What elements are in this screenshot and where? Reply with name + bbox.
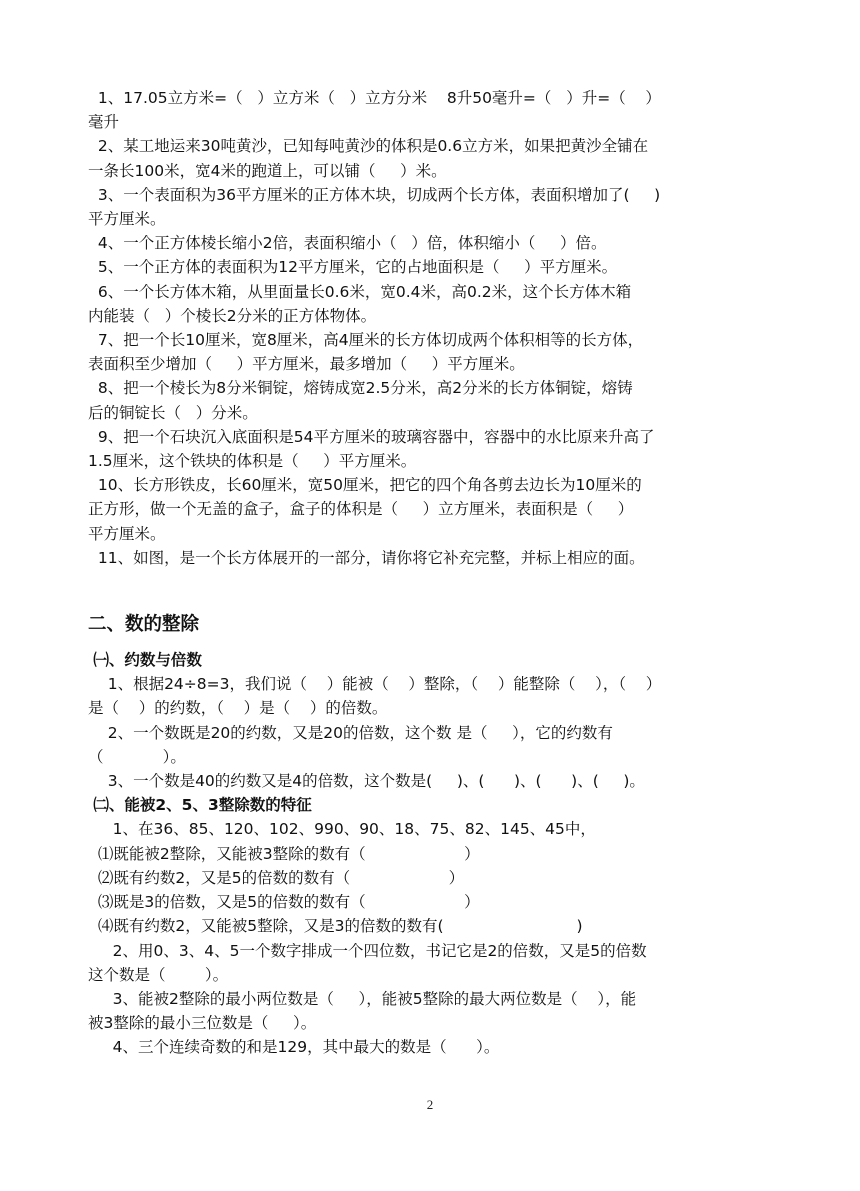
text-line: 一条长100米，宽4米的跑道上，可以铺（ ）米。 [88,161,447,180]
text-line: 3、一个表面积为36平方厘米的正方体木块，切成两个长方体，表面积增加了( ) [88,185,661,204]
page-content [88,86,778,1060]
text-line: 1、17.05立方米=（ ）立方米（ ）立方分米 8升50毫升=（ ）升=（ ） [88,89,661,107]
text-line: 4、一个正方体棱长缩小2倍，表面积缩小（ ）倍，体积缩小（ ）倍。 [88,234,607,253]
text-line: 11、如图，是一个长方体展开的一部分，请你将它补充完整，并标上相应的面。 [88,548,645,567]
text-line: 2、用0、3、4、5一个数字排成一个四位数，书记它是2的倍数，又是5的倍数 [88,941,647,960]
text-line: 平方厘米。 [88,524,166,543]
text-line: 8、把一个棱长为8分米铜锭，熔铸成宽2.5分米，高2分米的长方体铜锭，熔铸 [88,379,633,398]
text-line: 5、一个正方体的表面积为12平方厘米，它的占地面积是（ ）平方厘米。 [88,258,618,277]
text-line: ⑴既能被2整除，又能被3整除的数有（ ） [88,844,480,863]
text-line: 4、三个连续奇数的和是129，其中最大的数是（ ）。 [88,1038,500,1057]
text-line: 2、一个数既是20的约数，又是20的倍数，这个数 是（ ），它的约数有 [88,723,613,742]
text-line: 被3整除的最小三位数是（ ）。 [88,1014,317,1033]
text-line: 9、把一个石块沉入底面积是54平方厘米的玻璃容器中，容器中的水比原来升高了 [88,427,655,446]
text-line: 3、能被2整除的最小两位数是（ ），能被5整除的最大两位数是（ ），能 [88,989,637,1008]
section-spacer [88,570,778,612]
text-line: 平方厘米。 [88,210,166,229]
text-line: ⑶既是3的倍数，又是5的倍数的数有（ ） [88,893,480,912]
text-line: 1、根据24÷8=3，我们说（ ）能被（ ）整除，（ ）能整除（ ），（ ） [88,675,662,694]
text-line: ⑷既有约数2，又能被5整除，又是3的倍数的数有( ) [88,917,583,936]
text-line: 表面积至少增加（ ）平方厘米，最多增加（ ）平方厘米。 [88,355,525,374]
text-line: 内能装（ ）个棱长2分米的正方体物体。 [88,306,377,325]
text-line: 毫升 [88,113,120,132]
text-line: 后的铜锭长（ ）分米。 [88,403,258,422]
text-line: 10、长方形铁皮，长60厘米，宽50厘米，把它的四个角各剪去边长为10厘米的 [88,476,642,495]
subsection-heading: ㈡、能被2、5、3整除数的特征 [88,796,312,815]
subsection-heading: ㈠、约数与倍数 [88,651,202,670]
text-line: 这个数是（ ）。 [88,965,229,984]
text-line: 3、一个数是40的约数又是4的倍数，这个数是( )、( )、( )、( )。 [88,772,645,791]
text-line: 正方形，做一个无盖的盒子，盒子的体积是（ ）立方厘米，表面积是（ ） [88,500,634,519]
text-line: 6、一个长方体木箱，从里面量长0.6米，宽0.4米，高0.2米，这个长方体木箱 [88,282,632,301]
text-line: 1、在36、85、120、102、990、90、18、75、82、145、45中， [88,820,596,839]
text-line: 是（ ）的约数，（ ）是（ ）的倍数。 [88,699,388,718]
page-number: 2 [426,1097,434,1112]
section-heading: 二、数的整除 [88,614,200,636]
text-line: ⑵既有约数2，又是5的倍数的数有（ ） [88,868,465,887]
text-line: 7、把一个长10厘米，宽8厘米，高4厘米的长方体切成两个体积相等的长方体， [88,331,644,350]
text-line: 1.5厘米，这个铁块的体积是（ ）平方厘米。 [88,452,417,471]
text-line: （ ）。 [88,747,186,766]
text-line: 2、某工地运来30吨黄沙，已知每吨黄沙的体积是0.6立方米，如果把黄沙全铺在 [88,137,649,156]
